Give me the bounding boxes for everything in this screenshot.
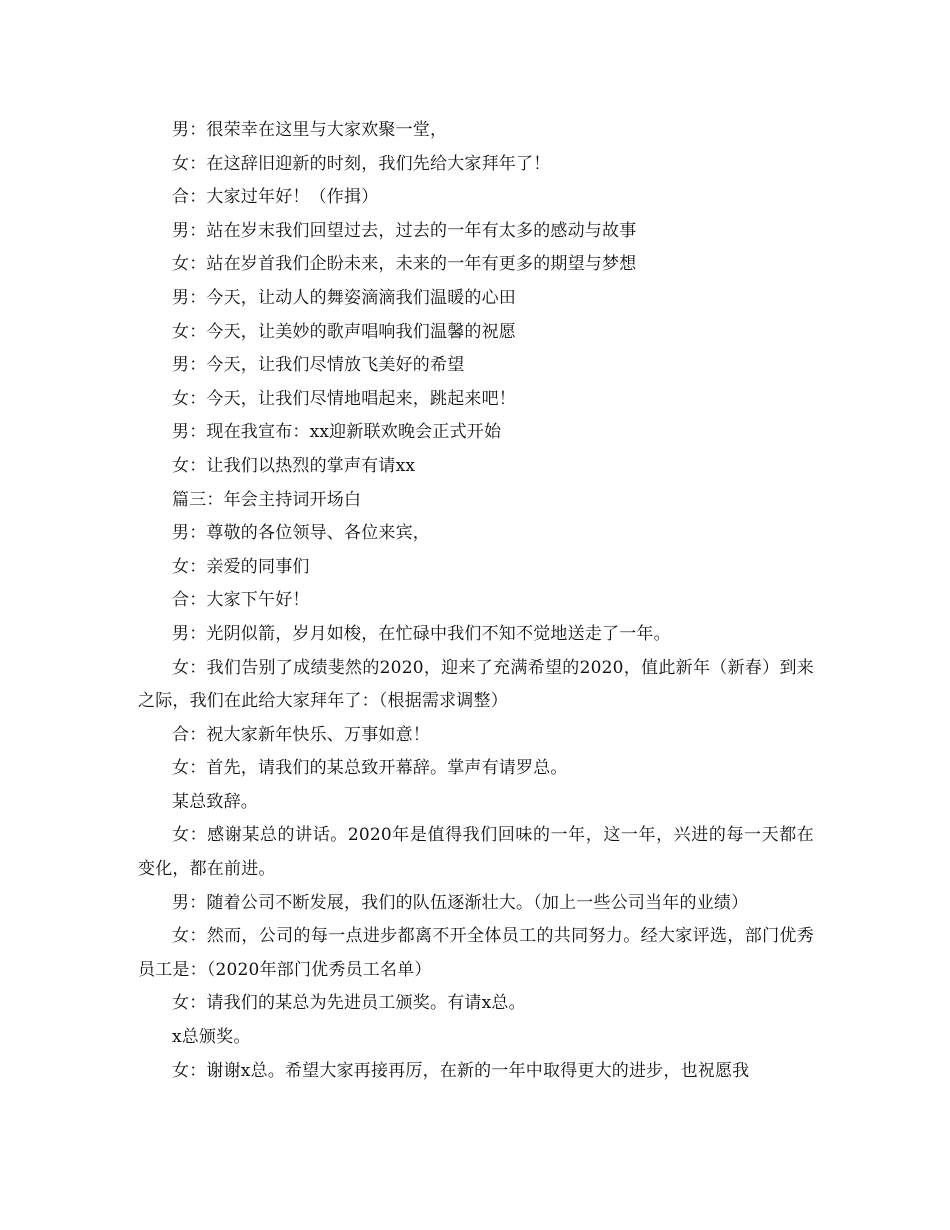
paragraph: 女：站在岁首我们企盼未来，未来的一年有更多的期望与梦想 [172, 254, 637, 275]
paragraph: 合：大家下午好！ [172, 590, 310, 611]
paragraph: 女：今天，让美妙的歌声唱响我们温馨的祝愿 [172, 321, 516, 342]
paragraph: 男：尊敬的各位领导、各位来宾， [172, 523, 430, 544]
paragraph: 女：谢谢x总。希望大家再接再厉，在新的一年中取得更大的进步，也祝愿我 [172, 1060, 750, 1081]
paragraph: 女：在这辞旧迎新的时刻，我们先给大家拜年了！ [172, 153, 551, 174]
paragraph: 男：现在我宣布：xx迎新联欢晚会正式开始 [172, 422, 502, 443]
paragraph: 女：我们告别了成绩斐然的2020，迎来了充满希望的2020，值此新年（新春）到来之际，我们在此给大家拜年了：（根据需求调整） [138, 657, 814, 712]
paragraph: 女：今天，让我们尽情地唱起来，跳起来吧！ [172, 388, 516, 409]
paragraph: 男：很荣幸在这里与大家欢聚一堂， [172, 120, 448, 140]
paragraph: 女：感谢某总的讲话。2020年是值得我们回味的一年，这一年，兴进的每一天都在变化，都在前进。 [138, 825, 814, 880]
paragraph: x总颁奖。 [172, 1027, 251, 1048]
paragraph: 男：站在岁末我们回望过去，过去的一年有太多的感动与故事 [172, 220, 637, 241]
section-heading: 篇三：年会主持词开场白 [172, 489, 362, 510]
paragraph: 男：今天，让动人的舞姿滴滴我们温暖的心田 [172, 287, 516, 308]
paragraph: 某总致辞。 [172, 791, 258, 812]
paragraph: 女：然而，公司的每一点进步都离不开全体员工的共同努力。经大家评选，部门优秀员工是：（2020年部门优秀员工名单） [138, 926, 814, 980]
paragraph: 女：让我们以热烈的掌声有请xx [172, 455, 416, 476]
paragraph: 女：首先，请我们的某总致开幕辞。掌声有请罗总。 [172, 758, 568, 779]
paragraph: 女：亲爱的同事们 [172, 556, 310, 577]
paragraph: 男：光阴似箭，岁月如梭，在忙碌中我们不知不觉地送走了一年。 [172, 623, 671, 644]
paragraph: 女：请我们的某总为先进员工颁奖。有请x总。 [172, 993, 526, 1014]
paragraph: 男：随着公司不断发展，我们的队伍逐渐壮大。（加上一些公司当年的业绩） [172, 892, 749, 913]
paragraph: 合：大家过年好！（作揖） [172, 187, 379, 208]
paragraph: 合：祝大家新年快乐、万事如意！ [172, 724, 430, 745]
document-body [138, 114, 814, 1088]
paragraph: 男：今天，让我们尽情放飞美好的希望 [172, 355, 465, 376]
